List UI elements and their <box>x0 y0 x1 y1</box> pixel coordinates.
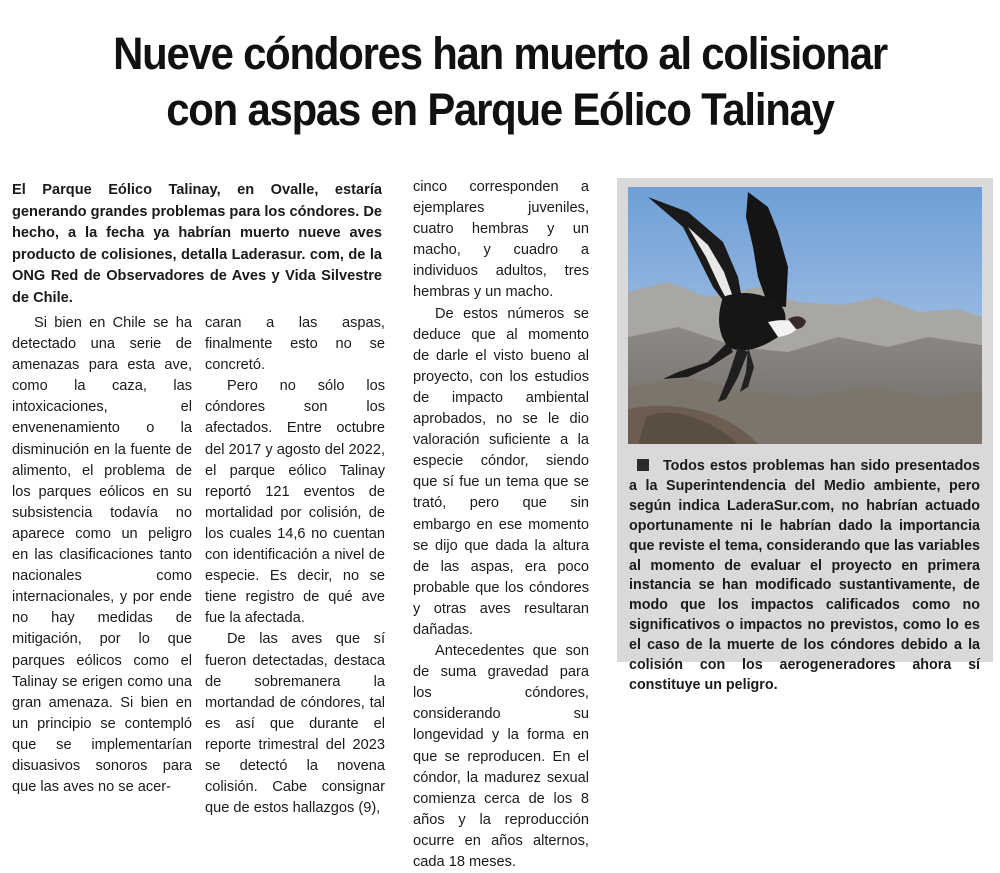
body-column-3 <box>413 177 589 873</box>
condor-photo <box>628 187 982 444</box>
caption-text: Todos estos problemas han sido presentados a la Superintendencia del Medio ambiente, pero según indica LaderaSur.com, no habrían actuado oportunamente ni le habrían dado la importancia que reviste el tema, considerando que las variables al momento de evaluar el proyecto en primera instancia se han modificado sustantivamente, de modo que los impactos calificados como no significativos o impactos no previstos, como lo es el caso de la muerte de los cóndores debido a la colisión con los aerogeneradores ahora sí constituye un peligro. <box>629 458 980 693</box>
photo-caption <box>629 457 980 696</box>
headline <box>35 26 965 138</box>
paragraph: De estos números se deduce que al momento de darle el visto bueno al proyecto, con los estudios de impacto ambiental aprobados, no se le dio valoración suficiente a la especie cóndor, siendo que sí fue un tema que se trató, pero que sin embargo en ese momento se dijo que dada la altura de las aspas, era poco probable que los cóndores y otras aves resultaran dañadas. <box>413 305 589 638</box>
headline-line-1: Nueve cóndores han muerto al colisionar <box>113 28 887 79</box>
paragraph: De las aves que sí fueron detectadas, destaca de sobremanera la mortandad de cóndores, tal es así que durante el reporte trimestral del 2023 se detectó la novena colisión. Cabe consignar que de estos hallazgos (9), <box>205 631 385 817</box>
caption-square-icon <box>637 459 649 471</box>
condor-in-flight-illustration <box>628 187 982 444</box>
photo-sidebar <box>617 178 993 693</box>
headline-line-2: con aspas en Parque Eólico Talinay <box>166 84 834 135</box>
body-column-2 <box>205 313 385 819</box>
paragraph: caran a las aspas, finalmente esto no se concretó. <box>205 315 385 374</box>
paragraph: Antecedentes que son de suma gravedad para los cóndores, considerando su longevidad y la forma en que se reproducen. En el cóndor, la madurez sexual comienza cerca de los 8 años y la reproducción ocurre en años alternos, cada 18 meses. <box>413 643 589 870</box>
paragraph: Pero no sólo los cóndores son los afectados. Entre octubre del 2017 y agosto del 2022, el parque eólico Talinay reportó 121 eventos de mortalidad por colisión, de los cuales 14,6 no cuentan con identificación a nivel de especie. Es decir, no se tiene registro de qué ave fue la afectada. <box>205 378 385 627</box>
paragraph: Si bien en Chile se ha detectado una serie de amenazas para esta ave, como la caza, las intoxicaciones, el envenenamiento o la disminución en la fuente de alimento, el problema de los parques eólicos en su subsistencia todavía no aparece como un peligro en las clasificaciones tanto nacionales como internacionales, y por ende no hay medidas de mitigación, por lo que parques eólicos como el Talinay se erigen como una gran amenaza. Si bien en un principio se contempló que se implementarían disuasivos sonoros para que las aves no se acer- <box>12 315 192 796</box>
body-column-1 <box>12 313 192 798</box>
lead-paragraph: El Parque Eólico Talinay, en Ovalle, estaría generando grandes problemas para los cóndores. De hecho, a la fecha ya habrían muerto nueve aves producto de colisiones, detalla Laderasur. com, de la ONG Red de Observadores de Aves y Vida Silvestre de Chile. <box>12 182 382 306</box>
paragraph: cinco corresponden a ejemplares juveniles, cuatro hembras y un macho, y cuadro a individuos adultos, tres hembras y un macho. <box>413 179 589 301</box>
